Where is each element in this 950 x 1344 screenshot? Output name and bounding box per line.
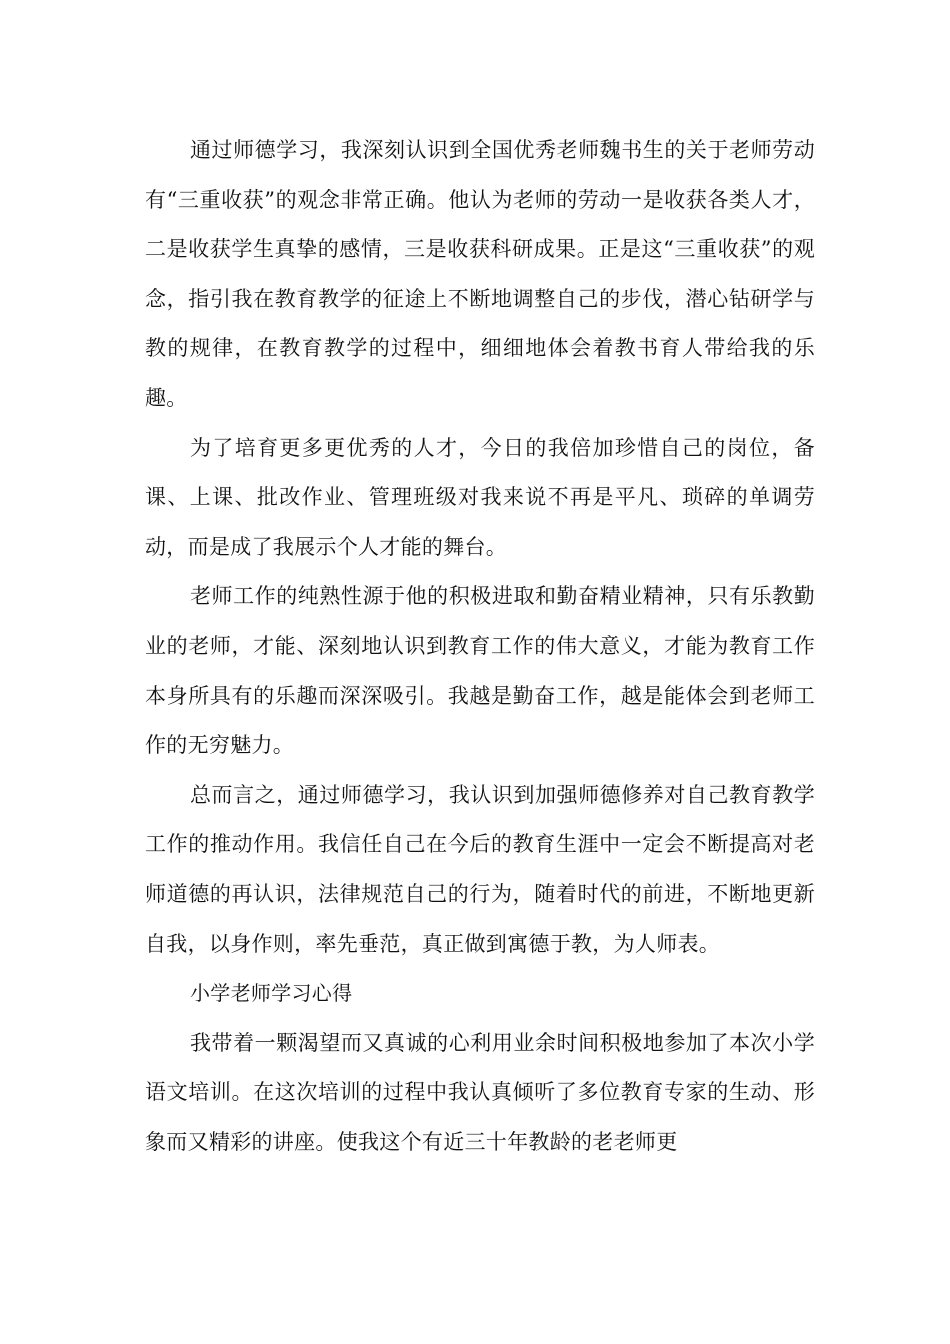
paragraph-training: 我带着一颗渴望而又真诚的心利用业余时间积极地参加了本次小学语文培训。在这次培训的过程中我认真倾听了多位教育专家的生动、形象而又精彩的讲座。使我这个有近三十年教龄的老老师更 (145, 1030, 815, 1154)
section-title: 小学老师学习心得 (190, 981, 353, 1006)
document-body (145, 126, 815, 1167)
paragraph-three-harvests: 通过师德学习，我深刻认识到全国优秀老师魏书生的关于老师劳动有“三重收获”的观念非常正确。他认为老师的劳动一是收获各类人才，二是收获学生真挚的感情，三是收获科研成果。正是这“三重收获”的观念，指引我在教育教学的征途上不断地调整自己的步伐，潜心钻研学与教的规律，在教育教学的过程中，细细地体会着教书育人带给我的乐趣。 (145, 138, 815, 410)
paragraph-cherish-post: 为了培育更多更优秀的人才，今日的我倍加珍惜自己的岗位，备课、上课、批改作业、管理班级对我来说不再是平凡、琐碎的单调劳动，而是成了我展示个人才能的舞台。 (145, 435, 815, 559)
paragraph-conclusion: 总而言之，通过师德学习，我认识到加强师德修养对自己教育教学工作的推动作用。我信任自己在今后的教育生涯中一定会不断提高对老师道德的再认识，法律规范自己的行为，随着时代的前进，不断地更新自我，以身作则，率先垂范，真正做到寓德于教，为人师表。 (145, 782, 815, 956)
paragraph-diligent-work: 老师工作的纯熟性源于他的积极进取和勤奋精业精神，只有乐教勤业的老师，才能、深刻地认识到教育工作的伟大意义，才能为教育工作本身所具有的乐趣而深深吸引。我越是勤奋工作，越是能体会到老师工作的无穷魅力。 (145, 584, 815, 758)
